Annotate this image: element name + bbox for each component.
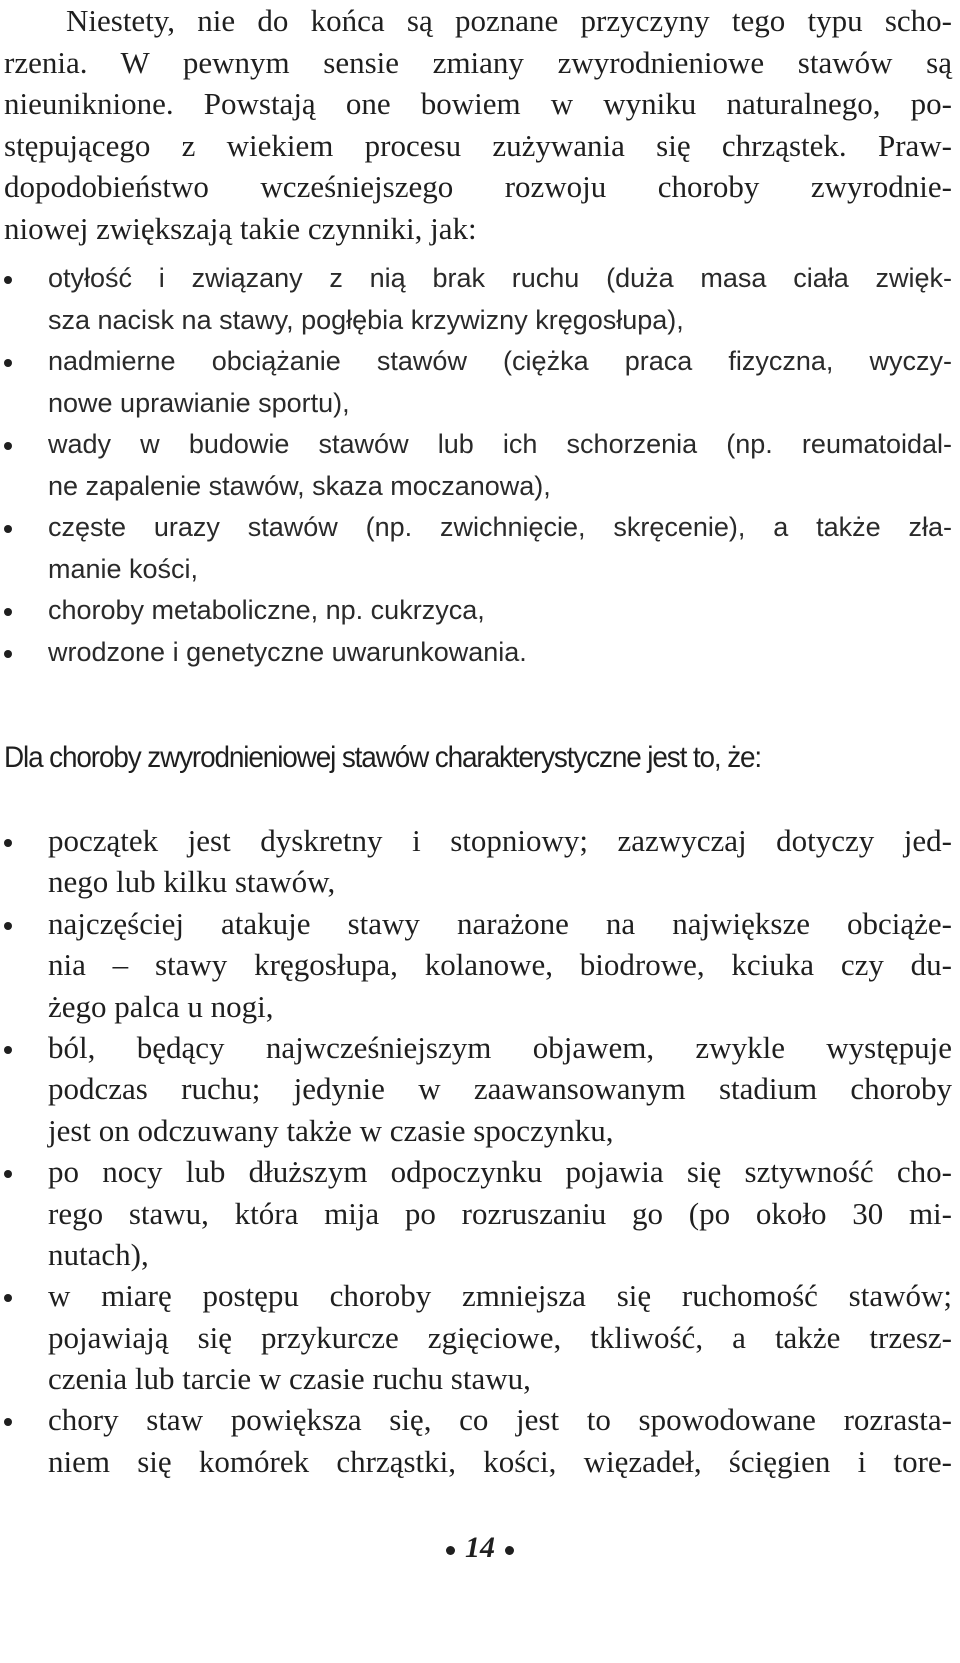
dot-icon (505, 1546, 514, 1555)
intro-paragraph (4, 0, 952, 249)
list-item (0, 632, 952, 674)
list-item (0, 1399, 952, 1482)
list-item-line: rego stawu, która mija po rozruszaniu go (po około 30 mi- (48, 1195, 952, 1231)
intro-line: dopodobieństwo wcześniejszego rozwoju choroby zwyrodnie- (4, 169, 952, 204)
risk-factors-list (0, 258, 952, 673)
list-item-line: otyłość i związany z nią brak ruchu (duża masa ciała zwięk- (48, 263, 952, 293)
list-item-line: nia – stawy kręgosłupa, kolanowe, biodrowe, kciuka czy du- (48, 947, 952, 983)
intro-line: niowej zwiększają takie czynniki, jak: (4, 210, 477, 246)
list-item (0, 507, 952, 590)
list-item (0, 341, 952, 424)
list-item-line: sza nacisk na stawy, pogłębia krzywizny kręgosłupa), (48, 304, 684, 335)
bullet-icon (4, 442, 12, 450)
list-item-line: ból, będący najwcześniejszym objawem, zwykle występuje (48, 1029, 952, 1065)
list-item-line: nego lub kilku stawów, (48, 864, 336, 900)
list-item (0, 903, 952, 1027)
list-item (0, 424, 952, 507)
list-item-line: niem się komórek chrząstki, kości, więzadeł, ścięgien i tore- (48, 1443, 952, 1479)
bullet-icon (4, 525, 12, 533)
list-item-line: częste urazy stawów (np. zwichnięcie, skręcenie), a także zła- (48, 512, 952, 542)
list-item-line: żego palca u nogi, (48, 988, 274, 1024)
bullet-icon (4, 1294, 12, 1302)
intro-line: rzenia. W pewnym sensie zmiany zwyrodnieniowe stawów są (4, 44, 952, 80)
list-item-line: ne zapalenie stawów, skaza moczanowa), (48, 470, 551, 501)
list-item-line: chory staw powiększa się, co jest to spowodowane rozrasta- (48, 1402, 952, 1438)
list-item-line: czenia lub tarcie w czasie ruchu stawu, (48, 1361, 531, 1397)
list-item-line: pojawiają się przykurcze zgięciowe, tkliwość, a także trzesz- (48, 1319, 952, 1355)
intro-line: nieuniknione. Powstają one bowiem w wyniku naturalnego, po- (4, 86, 952, 121)
page-number (0, 1528, 960, 1568)
bullet-icon (4, 1046, 12, 1054)
bullet-icon (4, 608, 12, 616)
list-item (0, 1151, 952, 1275)
bullet-icon (4, 359, 12, 367)
list-item (0, 1027, 952, 1151)
list-item-line: nutach), (48, 1236, 149, 1272)
list-item (0, 820, 952, 903)
list-item-line: nadmierne obciążanie stawów (ciężka praca fizyczna, wyczy- (48, 346, 952, 376)
bullet-icon (4, 922, 12, 930)
dot-icon (446, 1546, 455, 1555)
list-item-line: wady w budowie stawów lub ich schorzenia (np. reumatoidal- (48, 429, 952, 459)
bullet-icon (4, 650, 12, 658)
section-heading: Dla choroby zwyrodnieniowej stawów charakterystyczne jest to, że: (4, 741, 762, 774)
list-item-line: jest on odczuwany także w czasie spoczynku, (48, 1112, 614, 1148)
list-item-line: wrodzone i genetyczne uwarunkowania. (48, 636, 527, 667)
list-item-line: nowe uprawianie sportu), (48, 387, 350, 418)
bullet-icon (4, 839, 12, 847)
list-item (0, 258, 952, 341)
bullet-icon (4, 276, 12, 284)
list-item-line: podczas ruchu; jedynie w zaawansowanym stadium choroby (48, 1071, 952, 1107)
list-item-line: w miarę postępu choroby zmniejsza się ruchomość stawów; (48, 1278, 952, 1314)
characteristics-list (0, 820, 952, 1482)
bullet-icon (4, 1170, 12, 1178)
list-item (0, 590, 952, 632)
list-item-line: manie kości, (48, 553, 199, 584)
intro-line: stępującego z wiekiem procesu zużywania się chrząstek. Praw- (4, 127, 952, 163)
page-number-text: 14 (465, 1531, 495, 1564)
list-item-line: choroby metaboliczne, np. cukrzyca, (48, 595, 485, 625)
list-item-line: najczęściej atakuje stawy narażone na największe obciąże- (48, 905, 952, 941)
bullet-icon (4, 1418, 12, 1426)
list-item-line: początek jest dyskretny i stopniowy; zazwyczaj dotyczy jed- (48, 823, 952, 858)
list-item (0, 1275, 952, 1399)
list-item-line: po nocy lub dłuższym odpoczynku pojawia się sztywność cho- (48, 1154, 952, 1190)
intro-line: Niestety, nie do końca są poznane przyczyny tego typu scho- (66, 3, 952, 38)
